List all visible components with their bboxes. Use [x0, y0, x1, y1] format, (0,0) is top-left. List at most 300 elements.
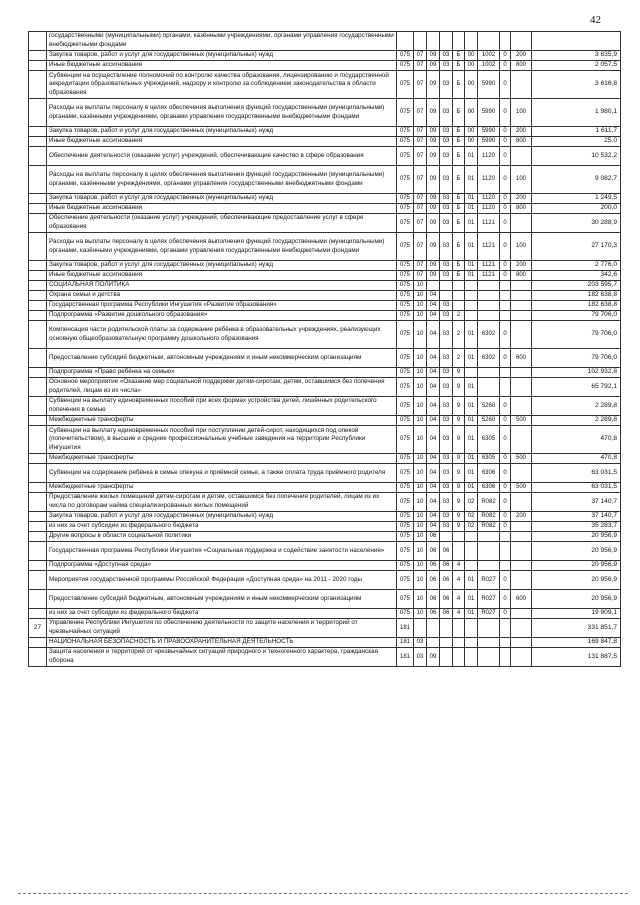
- table-row: [29, 590, 621, 609]
- table-row: [29, 426, 621, 454]
- code-cell: [511, 378, 532, 397]
- code-cell: [511, 493, 532, 512]
- code-cell: [478, 32, 500, 51]
- code-cell: R027: [478, 571, 500, 590]
- code-cell: 03: [414, 648, 427, 667]
- row-number-cell: [29, 483, 47, 493]
- code-cell: [427, 32, 440, 51]
- code-cell: [427, 281, 440, 291]
- code-cell: 04: [427, 301, 440, 311]
- code-cell: [465, 301, 478, 311]
- row-name-cell: Закупка товаров, работ и услуг для государственных (муниципальных) нужд: [47, 512, 397, 522]
- code-cell: [500, 619, 511, 638]
- code-cell: [500, 638, 511, 648]
- code-cell: 1121: [478, 261, 500, 271]
- row-name-cell: Иные бюджетные ассигнования: [47, 204, 397, 214]
- code-cell: 04: [427, 349, 440, 368]
- table-row: [29, 349, 621, 368]
- code-cell: 03: [440, 522, 453, 532]
- code-cell: 0: [500, 271, 511, 281]
- row-name-cell: Закупка товаров, работ и услуг для государственных (муниципальных) нужд: [47, 127, 397, 137]
- row-number-cell: [29, 214, 47, 233]
- row-number-cell: [29, 532, 47, 542]
- code-cell: 03: [440, 137, 453, 147]
- code-cell: 0: [500, 127, 511, 137]
- code-cell: 06: [440, 590, 453, 609]
- code-cell: 075: [397, 464, 414, 483]
- code-cell: 500: [511, 483, 532, 493]
- code-cell: 09: [427, 61, 440, 71]
- code-cell: 03: [440, 416, 453, 426]
- code-cell: 075: [397, 378, 414, 397]
- amount-cell: 3 835,9: [532, 51, 621, 61]
- code-cell: 6302: [478, 321, 500, 349]
- code-cell: 03: [440, 204, 453, 214]
- code-cell: 10: [414, 532, 427, 542]
- code-cell: 02: [465, 493, 478, 512]
- amount-cell: 35 283,7: [532, 522, 621, 532]
- table-row: [29, 311, 621, 321]
- table-row: [29, 493, 621, 512]
- code-cell: 075: [397, 301, 414, 311]
- code-cell: 075: [397, 512, 414, 522]
- code-cell: 04: [427, 454, 440, 464]
- code-cell: 1120: [478, 147, 500, 166]
- row-name-cell: Закупка товаров, работ и услуг для государственных (муниципальных) нужд: [47, 194, 397, 204]
- code-cell: [453, 32, 465, 51]
- code-cell: 0: [500, 321, 511, 349]
- code-cell: 06: [440, 571, 453, 590]
- amount-cell: 200,0: [532, 204, 621, 214]
- code-cell: [465, 542, 478, 561]
- code-cell: 07: [414, 166, 427, 194]
- code-cell: 04: [427, 397, 440, 416]
- row-number-cell: 27: [29, 619, 47, 638]
- code-cell: 0: [500, 571, 511, 590]
- code-cell: R027: [478, 609, 500, 619]
- table-row: [29, 137, 621, 147]
- code-cell: 01: [465, 166, 478, 194]
- code-cell: [453, 542, 465, 561]
- code-cell: 09: [427, 166, 440, 194]
- row-number-cell: [29, 166, 47, 194]
- code-cell: 4: [453, 561, 465, 571]
- code-cell: 01: [465, 426, 478, 454]
- code-cell: 09: [427, 204, 440, 214]
- code-cell: 07: [414, 99, 427, 127]
- code-cell: 04: [427, 493, 440, 512]
- code-cell: 800: [511, 137, 532, 147]
- code-cell: 075: [397, 321, 414, 349]
- code-cell: 075: [397, 416, 414, 426]
- code-cell: 09: [427, 233, 440, 261]
- code-cell: 04: [427, 378, 440, 397]
- row-name-cell: Субвенции на выплату единовременных пособий при поступлении детей-сирот, находящихся под опекой (попечительством), в высшие и средние профессиональные учебные заведения на территории Республики Ингушетия: [47, 426, 397, 454]
- row-name-cell: Обеспечение деятельности (оказание услуг) учреждений, обеспечивающие предоставление услуг в сфере образования: [47, 214, 397, 233]
- table-row: [29, 32, 621, 51]
- row-number-cell: [29, 609, 47, 619]
- amount-cell: 65 792,1: [532, 378, 621, 397]
- code-cell: 01: [465, 349, 478, 368]
- code-cell: 04: [427, 512, 440, 522]
- code-cell: [478, 648, 500, 667]
- code-cell: [500, 281, 511, 291]
- row-name-cell: Субвенции на выплату единовременных пособий при всех формах устройства детей, лишённых родительского попечения в семью: [47, 397, 397, 416]
- row-name-cell: Другие вопросы в области социальной политики: [47, 532, 397, 542]
- code-cell: 03: [440, 71, 453, 99]
- code-cell: 03: [440, 166, 453, 194]
- code-cell: 03: [440, 454, 453, 464]
- code-cell: Б: [453, 99, 465, 127]
- code-cell: 06: [427, 590, 440, 609]
- budget-table: [28, 31, 621, 667]
- table-row: [29, 281, 621, 291]
- code-cell: 01: [465, 204, 478, 214]
- code-cell: Б: [453, 127, 465, 137]
- amount-cell: 342,6: [532, 271, 621, 281]
- amount-cell: 203 595,7: [532, 281, 621, 291]
- code-cell: [478, 291, 500, 301]
- table-body: [29, 32, 621, 667]
- code-cell: 09: [427, 214, 440, 233]
- amount-cell: 20 956,9: [532, 532, 621, 542]
- code-cell: 075: [397, 194, 414, 204]
- row-name-cell: Предоставление жилых помещений детям-сиротам и детям, оставшимся без попечения родителей, лицам из их числа по договорам найма специализированных жилых помещений: [47, 493, 397, 512]
- code-cell: 10: [414, 522, 427, 532]
- code-cell: 0: [500, 522, 511, 532]
- amount-cell: 2 289,8: [532, 397, 621, 416]
- amount-cell: 169 847,8: [532, 638, 621, 648]
- row-name-cell: Управление Республики Ингушетия по обеспечению деятельности по защите населения и территорий от чрезвычайных ситуаций: [47, 619, 397, 638]
- code-cell: 075: [397, 609, 414, 619]
- row-name-cell: Защита населения и территорий от чрезвычайных ситуаций природного и техногенного характера, гражданская оборона: [47, 648, 397, 667]
- code-cell: 0: [500, 426, 511, 454]
- code-cell: 09: [427, 51, 440, 61]
- code-cell: 181: [397, 648, 414, 667]
- code-cell: 181: [397, 619, 414, 638]
- code-cell: 09: [427, 127, 440, 137]
- code-cell: 10: [414, 426, 427, 454]
- code-cell: [511, 571, 532, 590]
- code-cell: 09: [427, 271, 440, 281]
- row-name-cell: Межбюджетные трансферты: [47, 483, 397, 493]
- amount-cell: 27 170,3: [532, 233, 621, 261]
- row-number-cell: [29, 426, 47, 454]
- code-cell: 9: [453, 512, 465, 522]
- code-cell: 0: [500, 214, 511, 233]
- code-cell: [397, 32, 414, 51]
- code-cell: 0: [500, 194, 511, 204]
- row-name-cell: Предоставление субсидий бюджетным, автономным учреждениям и иным некоммерческим организациям: [47, 590, 397, 609]
- code-cell: 800: [511, 271, 532, 281]
- amount-cell: 37 140,7: [532, 512, 621, 522]
- code-cell: 9: [453, 368, 465, 378]
- code-cell: 0: [500, 349, 511, 368]
- amount-cell: 37 140,7: [532, 493, 621, 512]
- code-cell: [511, 532, 532, 542]
- code-cell: 0: [500, 261, 511, 271]
- code-cell: [478, 311, 500, 321]
- code-cell: 01: [465, 378, 478, 397]
- row-number-cell: [29, 147, 47, 166]
- code-cell: [511, 522, 532, 532]
- table-row: [29, 561, 621, 571]
- code-cell: 2: [453, 321, 465, 349]
- code-cell: [465, 561, 478, 571]
- table-row: [29, 127, 621, 137]
- code-cell: 03: [440, 397, 453, 416]
- code-cell: 6306: [478, 464, 500, 483]
- amount-cell: 63 031,5: [532, 483, 621, 493]
- table-row: [29, 483, 621, 493]
- amount-cell: 470,8: [532, 454, 621, 464]
- row-number-cell: [29, 522, 47, 532]
- code-cell: 03: [440, 194, 453, 204]
- code-cell: 6302: [478, 349, 500, 368]
- code-cell: [440, 291, 453, 301]
- code-cell: 04: [427, 368, 440, 378]
- code-cell: 075: [397, 137, 414, 147]
- amount-cell: 1 249,5: [532, 194, 621, 204]
- code-cell: 01: [465, 397, 478, 416]
- code-cell: 075: [397, 127, 414, 137]
- code-cell: 10: [414, 301, 427, 311]
- code-cell: 01: [465, 233, 478, 261]
- code-cell: 01: [465, 571, 478, 590]
- code-cell: 00: [465, 51, 478, 61]
- code-cell: [478, 638, 500, 648]
- code-cell: 9: [453, 416, 465, 426]
- code-cell: 075: [397, 261, 414, 271]
- amount-cell: 79 706,0: [532, 311, 621, 321]
- code-cell: 03: [440, 51, 453, 61]
- row-number-cell: [29, 233, 47, 261]
- code-cell: 1121: [478, 271, 500, 281]
- code-cell: [465, 311, 478, 321]
- code-cell: 07: [414, 271, 427, 281]
- row-name-cell: Расходы на выплаты персоналу в целях обеспечения выполнения функций государственными (муниципальными) органами, казёнными учреждениями, органами управления государственными внебюджетными фондами: [47, 233, 397, 261]
- row-name-cell: Государственная программа Республики Ингушетия «Развитие образования»: [47, 301, 397, 311]
- row-number-cell: [29, 648, 47, 667]
- code-cell: 07: [414, 194, 427, 204]
- code-cell: 1121: [478, 214, 500, 233]
- code-cell: 0: [500, 493, 511, 512]
- code-cell: 0: [500, 233, 511, 261]
- code-cell: 6305: [478, 426, 500, 454]
- table-row: [29, 512, 621, 522]
- code-cell: [478, 561, 500, 571]
- code-cell: 03: [440, 464, 453, 483]
- code-cell: 800: [511, 61, 532, 71]
- table-row: [29, 261, 621, 271]
- row-number-cell: [29, 99, 47, 127]
- amount-cell: [532, 32, 621, 51]
- table-row: [29, 454, 621, 464]
- code-cell: 600: [511, 349, 532, 368]
- code-cell: 0: [500, 483, 511, 493]
- code-cell: 0: [500, 512, 511, 522]
- row-number-cell: [29, 261, 47, 271]
- table-row: [29, 378, 621, 397]
- code-cell: 10: [414, 378, 427, 397]
- table-row: [29, 271, 621, 281]
- code-cell: 10: [414, 512, 427, 522]
- code-cell: 00: [465, 71, 478, 99]
- code-cell: 10: [414, 571, 427, 590]
- amount-cell: 30 288,9: [532, 214, 621, 233]
- amount-cell: 470,8: [532, 426, 621, 454]
- code-cell: 1120: [478, 194, 500, 204]
- row-name-cell: Иные бюджетные ассигнования: [47, 271, 397, 281]
- code-cell: [511, 397, 532, 416]
- row-name-cell: Иные бюджетные ассигнования: [47, 137, 397, 147]
- code-cell: [440, 532, 453, 542]
- row-number-cell: [29, 71, 47, 99]
- code-cell: 4: [453, 571, 465, 590]
- code-cell: [453, 532, 465, 542]
- code-cell: [511, 542, 532, 561]
- row-number-cell: [29, 271, 47, 281]
- code-cell: 02: [465, 512, 478, 522]
- row-name-cell: Обеспечение деятельности (оказание услуг) учреждений, обеспечивающие качество в сфере образования: [47, 147, 397, 166]
- code-cell: 1121: [478, 233, 500, 261]
- code-cell: 07: [414, 261, 427, 271]
- amount-cell: 2 289,8: [532, 416, 621, 426]
- code-cell: 01: [465, 416, 478, 426]
- amount-cell: 3 616,8: [532, 71, 621, 99]
- row-name-cell: Государственная программа Республики Ингушетия «Социальная поддержка и содействие занятости населения»: [47, 542, 397, 561]
- code-cell: 5990: [478, 127, 500, 137]
- row-number-cell: [29, 454, 47, 464]
- row-number-cell: [29, 542, 47, 561]
- code-cell: 075: [397, 271, 414, 281]
- code-cell: 075: [397, 61, 414, 71]
- table-row: [29, 71, 621, 99]
- row-name-cell: Компенсация части родительской платы за содержание ребёнка в образовательных учреждениях, реализующих основную общеобразовательную программу дошкольного образования: [47, 321, 397, 349]
- code-cell: 01: [465, 464, 478, 483]
- code-cell: [453, 638, 465, 648]
- code-cell: 07: [414, 71, 427, 99]
- code-cell: 6305: [478, 454, 500, 464]
- code-cell: 03: [440, 368, 453, 378]
- row-number-cell: [29, 311, 47, 321]
- code-cell: 200: [511, 512, 532, 522]
- code-cell: R082: [478, 522, 500, 532]
- code-cell: 06: [440, 609, 453, 619]
- code-cell: 100: [511, 99, 532, 127]
- code-cell: 10: [414, 311, 427, 321]
- row-number-cell: [29, 61, 47, 71]
- code-cell: 09: [427, 137, 440, 147]
- code-cell: 0: [500, 61, 511, 71]
- code-cell: [478, 301, 500, 311]
- code-cell: R082: [478, 512, 500, 522]
- row-number-cell: [29, 493, 47, 512]
- code-cell: 00: [465, 137, 478, 147]
- table-row: [29, 397, 621, 416]
- code-cell: [478, 542, 500, 561]
- code-cell: 9: [453, 454, 465, 464]
- code-cell: 03: [440, 512, 453, 522]
- code-cell: 181: [397, 638, 414, 648]
- row-name-cell: Закупка товаров, работ и услуг для государственных (муниципальных) нужд: [47, 51, 397, 61]
- code-cell: 10: [414, 493, 427, 512]
- amount-cell: 331 851,7: [532, 619, 621, 638]
- code-cell: 0: [500, 204, 511, 214]
- amount-cell: 63 031,5: [532, 464, 621, 483]
- code-cell: 0: [500, 51, 511, 61]
- code-cell: 06: [440, 561, 453, 571]
- code-cell: Б: [453, 61, 465, 71]
- code-cell: 4: [453, 590, 465, 609]
- code-cell: [440, 619, 453, 638]
- row-name-cell: Мероприятия государственной программы Российской Федерации «Доступная среда» на 2011 - 2020 годы: [47, 571, 397, 590]
- code-cell: 075: [397, 311, 414, 321]
- row-name-cell: Охрана семьи и детства: [47, 291, 397, 301]
- code-cell: 03: [440, 321, 453, 349]
- row-number-cell: [29, 281, 47, 291]
- code-cell: [500, 311, 511, 321]
- code-cell: 075: [397, 214, 414, 233]
- code-cell: [478, 368, 500, 378]
- code-cell: [414, 32, 427, 51]
- code-cell: 07: [414, 137, 427, 147]
- code-cell: R082: [478, 493, 500, 512]
- code-cell: 075: [397, 349, 414, 368]
- code-cell: 075: [397, 590, 414, 609]
- row-number-cell: [29, 194, 47, 204]
- row-number-cell: [29, 416, 47, 426]
- code-cell: 03: [440, 378, 453, 397]
- code-cell: 800: [511, 204, 532, 214]
- table-row: [29, 619, 621, 638]
- code-cell: [478, 619, 500, 638]
- table-row: [29, 638, 621, 648]
- code-cell: 03: [440, 99, 453, 127]
- code-cell: 200: [511, 194, 532, 204]
- code-cell: [511, 71, 532, 99]
- code-cell: R027: [478, 590, 500, 609]
- code-cell: 03: [440, 483, 453, 493]
- table-row: [29, 542, 621, 561]
- code-cell: [453, 281, 465, 291]
- amount-cell: 9 082,7: [532, 166, 621, 194]
- code-cell: 04: [427, 464, 440, 483]
- table-row: [29, 464, 621, 483]
- code-cell: 0: [500, 454, 511, 464]
- code-cell: [500, 542, 511, 561]
- code-cell: 03: [440, 147, 453, 166]
- code-cell: [500, 301, 511, 311]
- code-cell: [440, 281, 453, 291]
- code-cell: [511, 147, 532, 166]
- amount-cell: 19 909,1: [532, 609, 621, 619]
- code-cell: Б: [453, 147, 465, 166]
- table-row: [29, 51, 621, 61]
- row-name-cell: Субвенции на осуществление полномочий по контролю качества образования, лицензированию и государственной аккредитации образовательных учреждений, надзору и контролю за соблюдением законодательства в области образования: [47, 71, 397, 99]
- table-row: [29, 609, 621, 619]
- code-cell: [511, 464, 532, 483]
- code-cell: [500, 648, 511, 667]
- table-row: [29, 291, 621, 301]
- code-cell: [453, 291, 465, 301]
- code-cell: [453, 301, 465, 311]
- code-cell: [427, 619, 440, 638]
- code-cell: [440, 648, 453, 667]
- code-cell: 075: [397, 204, 414, 214]
- code-cell: 200: [511, 261, 532, 271]
- row-number-cell: [29, 51, 47, 61]
